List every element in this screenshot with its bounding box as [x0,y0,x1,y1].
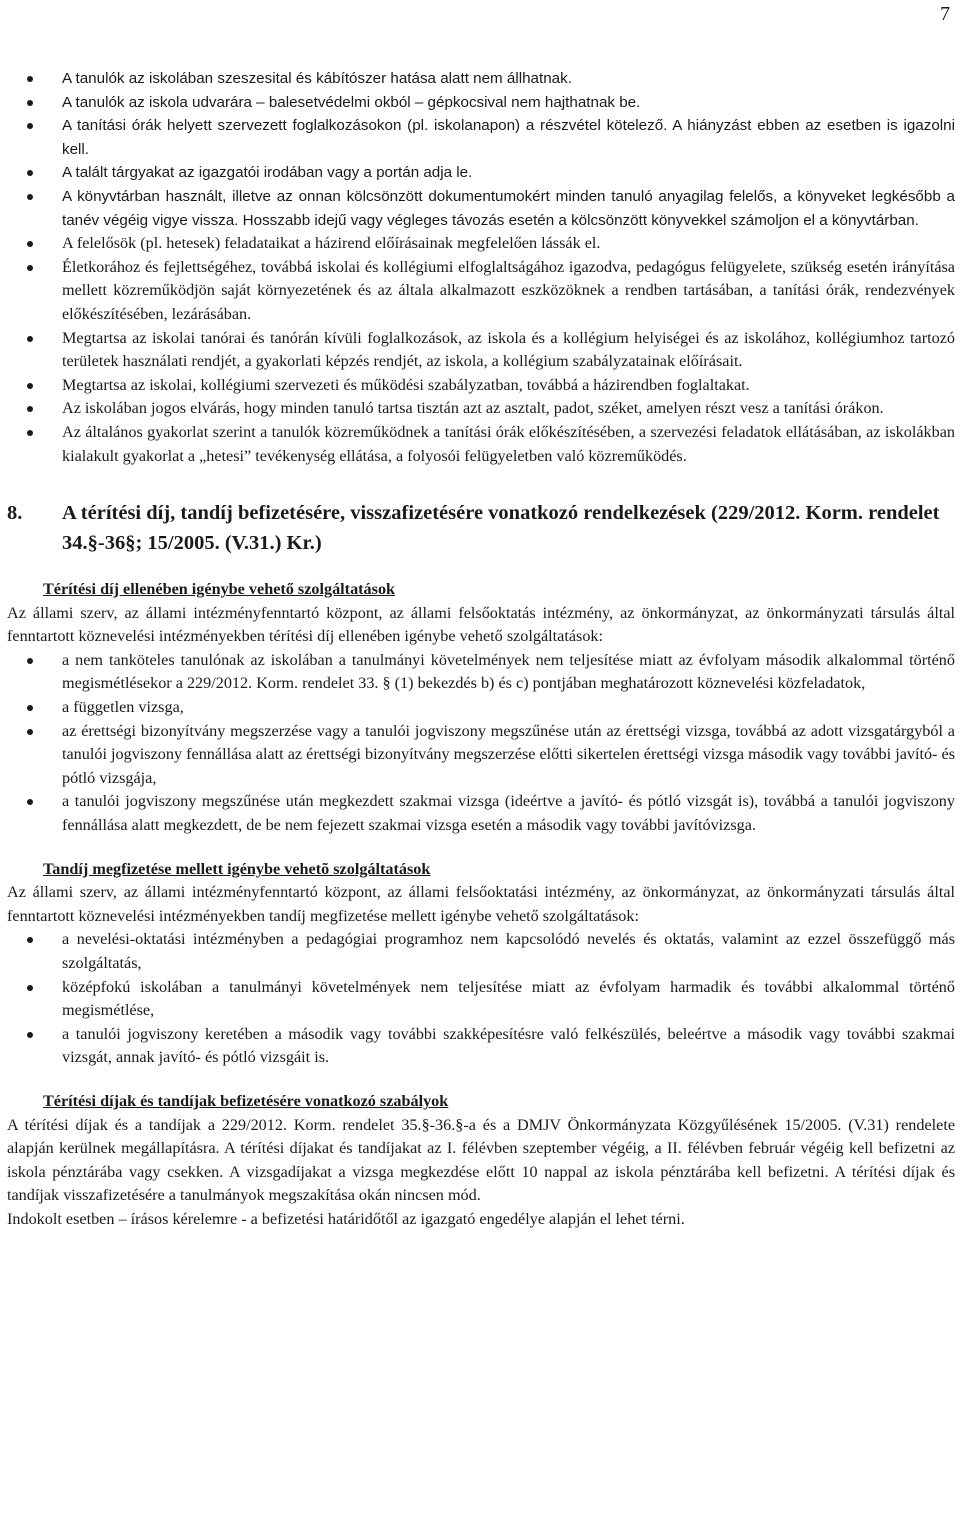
bullet-icon [27,406,33,412]
bullet-icon [27,170,33,176]
section-number: 8. [7,502,23,525]
list-item: a tanulói jogviszony keretében a második vagy további szakképesítésre való felkészülés, beleértve a második vagy további szakmai vizsgát, annak javító- és pótló vizsgáit is. [7,1023,955,1070]
bullet-icon [27,100,33,106]
list-item: A felelősök (pl. hetesek) feladataikat a házirend előírásainak megfelelően lássák el. [7,232,955,256]
list-item: A talált tárgyakat az igazgatói irodában vagy a portán adja le. [7,161,955,185]
bullet-icon [27,123,33,129]
bullet-icon [27,658,33,664]
list-item: a tanulói jogviszony megszűnése után megkezdett szakmai vizsga (ideértve a javító- és pótló vizsgát is), továbbá a tanulói jogviszony fennállása alatt megkezdett, de be nem fejezett szakmai vizsga esetén a második vagy további javítóvizsga. [7,790,955,837]
bullet-icon [27,241,33,247]
tuition-services-list [7,928,955,1070]
list-item: a nevelési-oktatási intézményben a pedagógiai programhoz nem kapcsolódó nevelés és oktatás, valamint az ezzel összefüggő más szolgáltatás, [7,928,955,975]
bullet-icon [27,430,33,436]
list-item: középfokú iskolában a tanulmányi követelmények nem teljesítése miatt az évfolyam harmadik és további alkalommal történő megismétlése, [7,976,955,1023]
bullet-icon [27,383,33,389]
bullet-icon [27,336,33,342]
tuition-services-heading: Tandíj megfizetése mellett igénybe vehetõ szolgáltatások [43,859,431,878]
section-heading [7,498,955,558]
section-title: A térítési díj, tandíj befizetésére, visszafizetésére vonatkozó rendelkezések (229/2012. Korm. rendelet 34.§-36§; 15/2005. (V.31.) Kr.) [62,502,940,555]
bullet-icon [27,799,33,805]
list-item: az érettségi bizonyítvány megszerzése vagy a tanulói jogviszony megszűnése után az érettségi vizsga, továbbá az adott vizsgatárgyból a tanulói jogviszony fennállása alatt az érettségi bizonyítvány megszerzése előtti sikertelen érettségi vizsga második vagy további javító- és pótló vizsgája, [7,720,955,791]
bullet-icon [27,265,33,271]
list-item: Az iskolában jogos elvárás, hogy minden tanuló tartsa tisztán azt az asztalt, padot, széket, amelyen részt vesz a tanítási órákon. [7,397,955,421]
list-item: Megtartsa az iskolai tanórai és tanórán kívüli foglalkozások, az iskola és a kollégium helyiségei és az iskolához, kollégiumhoz tartozó területek használati rendjét, a gyakorlati képzés rendjét, az iskola, a kollégium szabályzatainak előírásait. [7,327,955,374]
bullet-icon [27,985,33,991]
rules-list [7,67,955,468]
fee-services-heading: Térítési díj ellenében igénybe vehető szolgáltatások [43,580,396,599]
list-item: A tanítási órák helyett szervezett foglalkozásokon (pl. iskolanapon) a részvétel kötelező. A hiányzást ebben az esetben is igazolni kell. [7,114,955,161]
payment-rules-heading: Térítési díjak és tandíjak befizetésére vonatkozó szabályok [43,1091,449,1110]
list-item: A könyvtárban használt, illetve az onnan kölcsönzött dokumentumokért minden tanuló anyagilag felelős, a könyveket legkésőbb a tanév végéig vigye vissza. Hosszabb idejű vagy végleges távozás esetén a kölcsönzött könyvekkel számoljon el a könyvtárban. [7,185,955,232]
payment-rules-paragraph: A térítési díjak és a tandíjak a 229/2012. Korm. rendelet 35.§-36.§-a és a DMJV Önkormányzata Közgyűlésének 15/2005. (V.31) rendelete alapján kerülnek megállapításra. A térítési díjakat és tandíjakat az I. félévben szeptember végéig, a II. félévben február végéig kell befizetni az iskola pénztárába vagy csekken. A vizsgadíjakat a vizsga megkezdése előtt 10 nappal az iskola pénztárába kell befizetni. A térítési díjak és tandíjak visszafizetésére a tanulmányok megszakítása okán nincsen mód. [7,1115,955,1205]
bullet-icon [27,76,33,82]
bullet-icon [27,937,33,943]
bullet-icon [27,705,33,711]
fee-services-intro: Az állami szerv, az állami intézményfenntartó központ, az állami felsőoktatás intézmény, az önkormányzat, az önkormányzati társulás által fenntartott köznevelési intézményekben térítési díj ellenében igénybe vehető szolgáltatások: [7,603,955,646]
list-item: A tanulók az iskolában szeszesital és kábítószer hatása alatt nem állhatnak. [7,67,955,91]
document-body [7,67,955,1232]
list-item: a nem tanköteles tanulónak az iskolában a tanulmányi követelmények nem teljesítése miatt az évfolyam második alkalommal történő megismétlésekor a 229/2012. Korm. rendelet 33. § (1) bekezdés b) és c) pontjában meghatározott köznevelési közfeladatok, [7,649,955,696]
list-item: a független vizsga, [7,696,955,720]
page-number: 7 [940,3,950,25]
list-item: Életkorához és fejlettségéhez, továbbá iskolai és kollégiumi elfoglaltságához igazodva, pedagógus felügyelete, szükség esetén irányítása mellett közreműködjön saját környezetének és az általa alkalmazott eszközöknek a rendben tartásában, a tanítási órák, rendezvények előkészítésében, lezárásában. [7,256,955,327]
tuition-services-intro: Az állami szerv, az állami intézményfenntartó központ, az állami felsőoktatási intézmény, az önkormányzat, az önkormányzati társulás által fenntartott köznevelési intézményekben tandíj megfizetése mellett igénybe vehető szolgáltatások: [7,883,955,925]
list-item: A tanulók az iskola udvarára – balesetvédelmi okból – gépkocsival nem hajthatnak be. [7,91,955,115]
list-item: Az általános gyakorlat szerint a tanulók közreműködnek a tanítási órák előkészítésében, a szervezési feladatok ellátásában, az iskolákban kialakult gyakorlat a „hetesi” tevékenység ellátása, a folyosói felügyeletben való közreműködés. [7,421,955,468]
bullet-icon [27,194,33,200]
fee-services-list [7,649,955,838]
bullet-icon [27,729,33,735]
list-item: Megtartsa az iskolai, kollégiumi szervezeti és működési szabályzatban, továbbá a házirendben foglaltakat. [7,374,955,398]
payment-rules-paragraph: Indokolt esetben – írásos kérelemre - a befizetési határidőtől az igazgató engedélye alapján el lehet térni. [7,1209,685,1228]
bullet-icon [27,1032,33,1038]
